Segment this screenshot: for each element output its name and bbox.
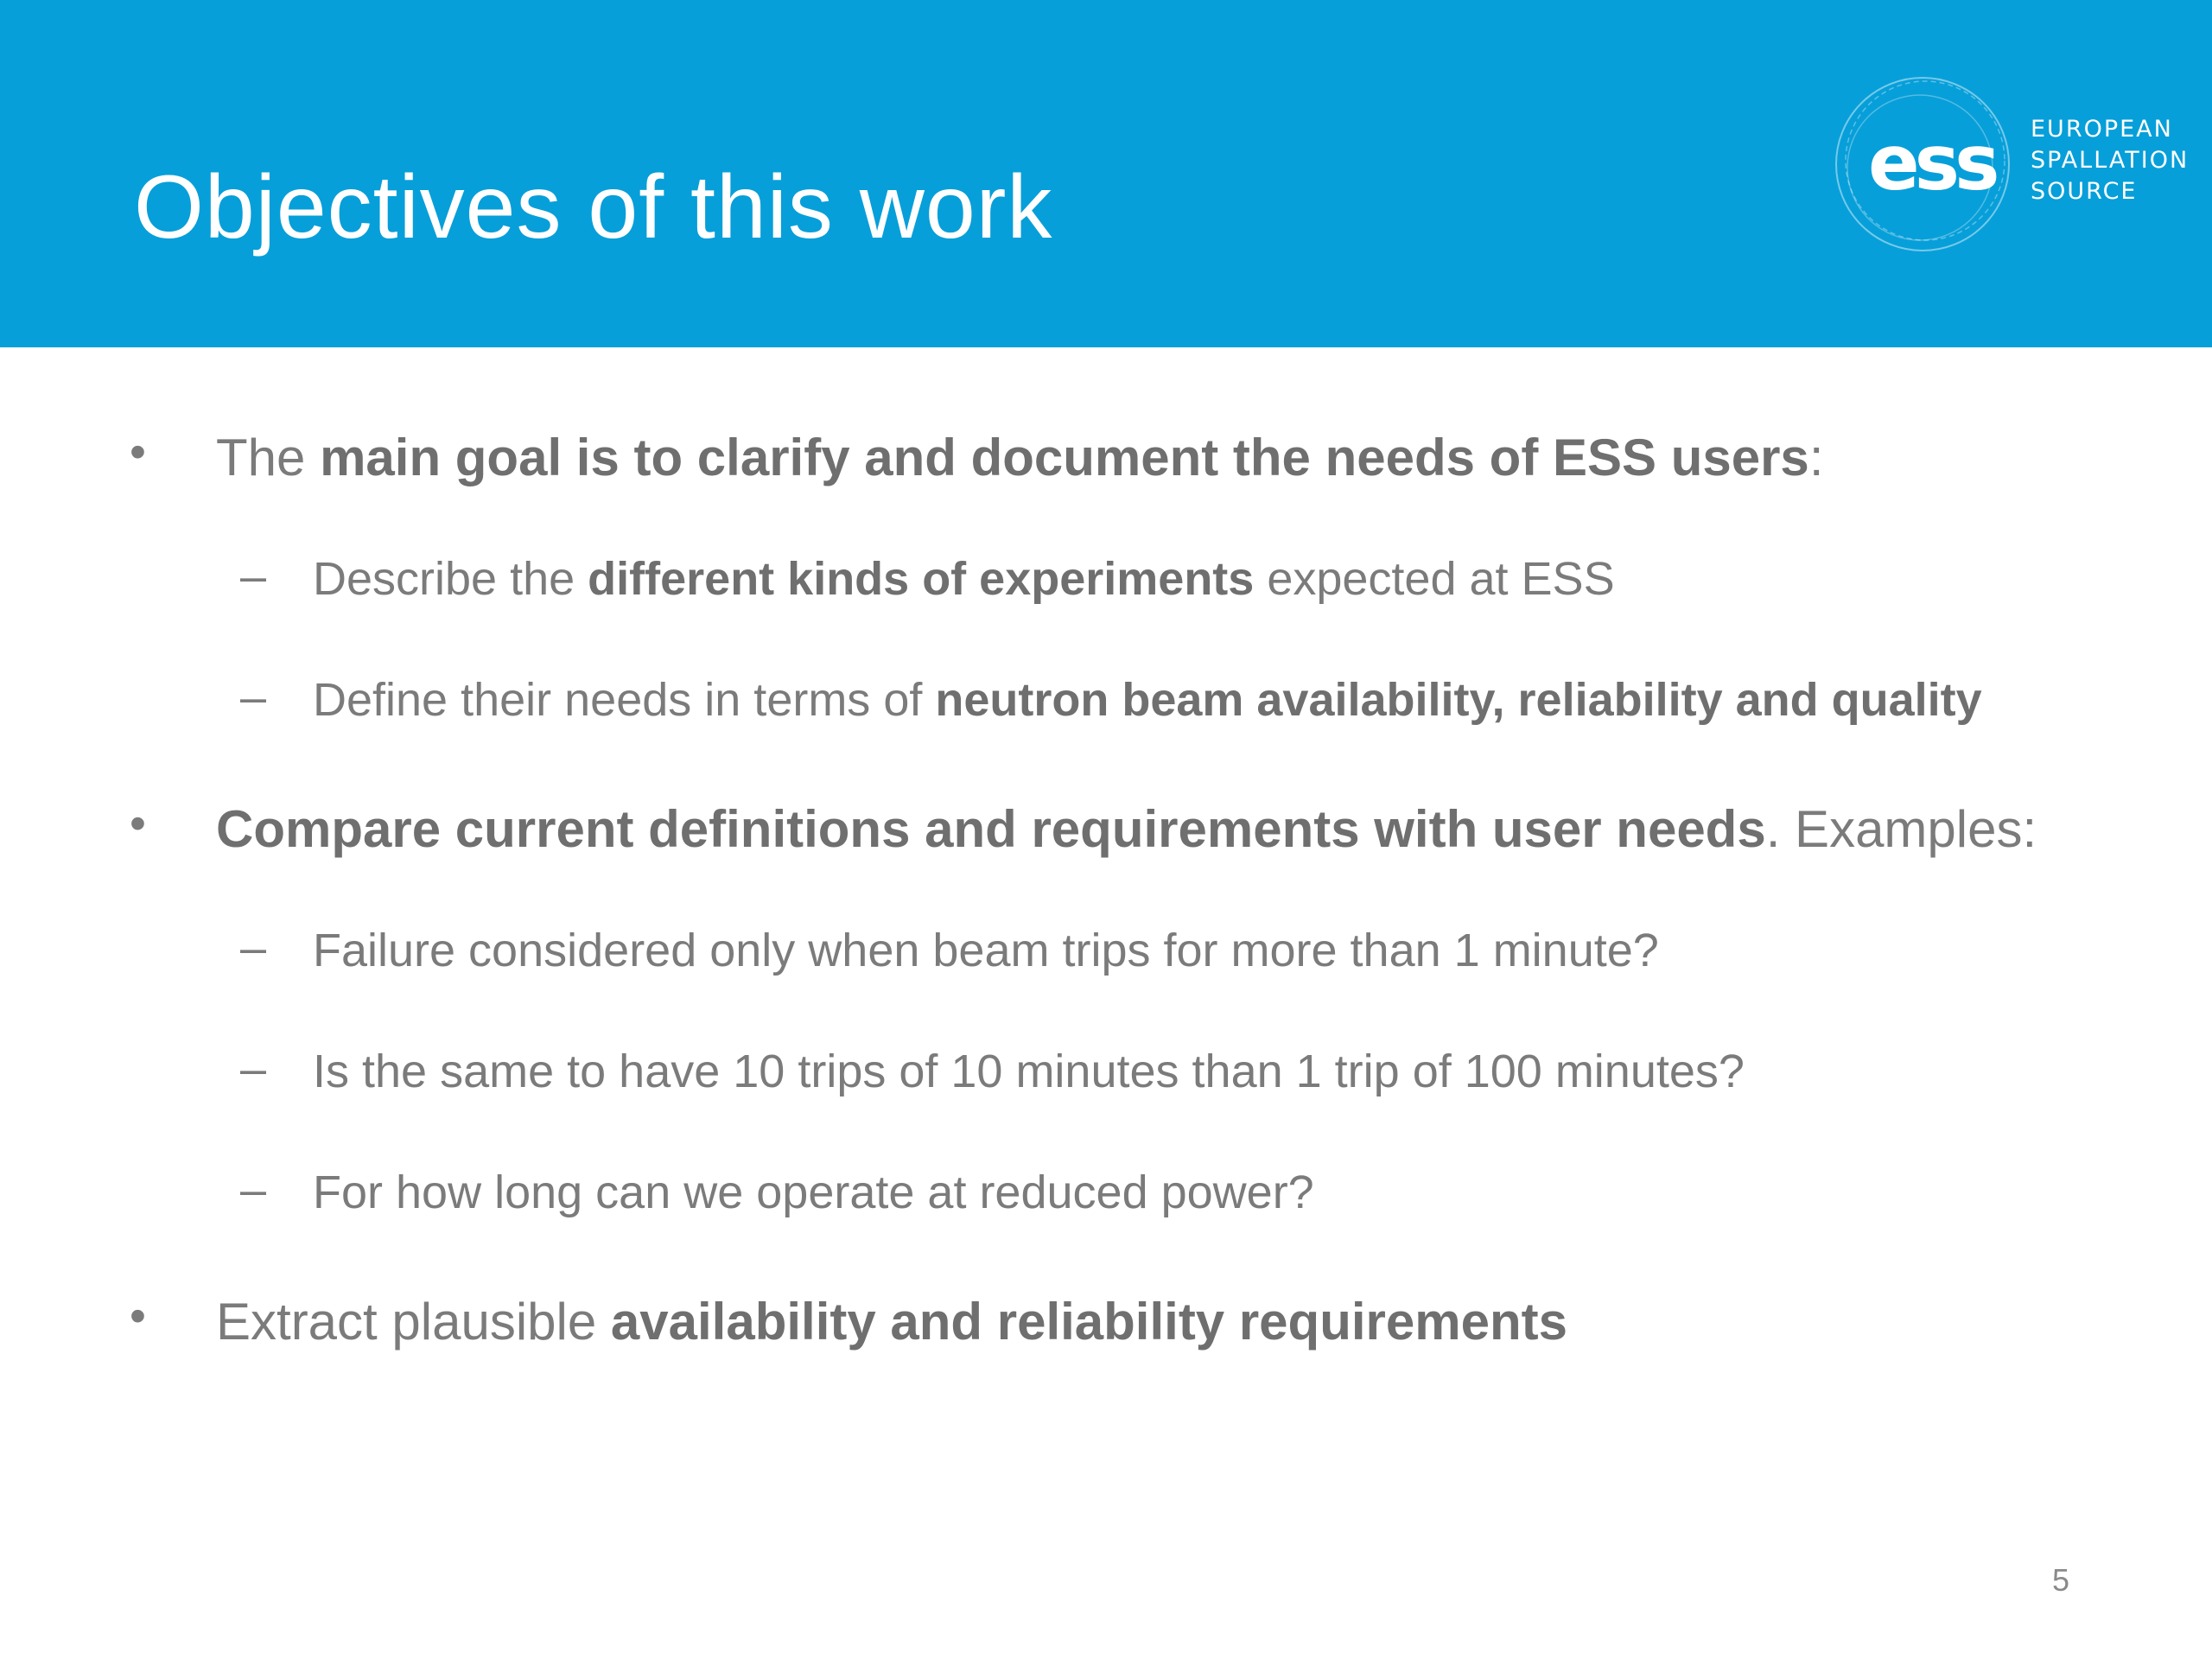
logo-mark: ess [1868, 118, 1995, 207]
sub-bullet-item [313, 919, 1659, 982]
slide-header [0, 0, 2212, 347]
sub-bullet-item [313, 1161, 1314, 1224]
text: . Examples: [1765, 800, 2037, 858]
text: Is the same to have 10 trips of 10 minutes than 1 trip of 100 minutes? [313, 1046, 1745, 1097]
bold-text: Compare current definitions and requirements with user needs [216, 800, 1766, 858]
logo-wordmark [2031, 114, 2189, 207]
text: : [1808, 429, 1824, 486]
text: For how long can we operate at reduced power? [313, 1166, 1314, 1218]
text: Describe the [313, 553, 588, 605]
dash-marker: – [240, 550, 267, 602]
dash-marker: – [240, 671, 267, 723]
bold-text: neutron beam availability, reliability and quality [935, 674, 1982, 726]
bold-text: main goal is to clarify and document the needs of ESS users [320, 429, 1809, 486]
bullet-marker: • [130, 1290, 146, 1342]
ess-logo [1832, 71, 2195, 261]
logo-line: EUROPEAN [2031, 116, 2173, 143]
text: expected at ESS [1254, 553, 1615, 605]
sub-bullet-item [313, 669, 1982, 731]
page-number: 5 [2052, 1562, 2070, 1598]
logo-line: SPALLATION [2031, 147, 2190, 174]
bullet-marker: • [130, 798, 146, 849]
sub-bullet-item [313, 548, 1615, 610]
dash-marker: – [240, 922, 267, 974]
bullet-item [216, 795, 2037, 864]
text: The [216, 429, 321, 486]
logo-line: SOURCE [2031, 178, 2138, 205]
slide-title: Objectives of this work [134, 157, 1053, 257]
text: Define their needs in terms of [313, 674, 936, 726]
dash-marker: – [240, 1043, 267, 1095]
bullet-item [216, 423, 1823, 493]
bold-text: different kinds of experiments [588, 553, 1255, 605]
bullet-marker: • [130, 426, 146, 478]
dash-marker: – [240, 1164, 267, 1216]
bold-text: availability and reliability requirements [610, 1293, 1567, 1351]
bullet-item [216, 1287, 1567, 1357]
sub-bullet-item [313, 1040, 1745, 1103]
text: Extract plausible [216, 1293, 611, 1351]
text: Failure considered only when beam trips for more than 1 minute? [313, 925, 1659, 976]
